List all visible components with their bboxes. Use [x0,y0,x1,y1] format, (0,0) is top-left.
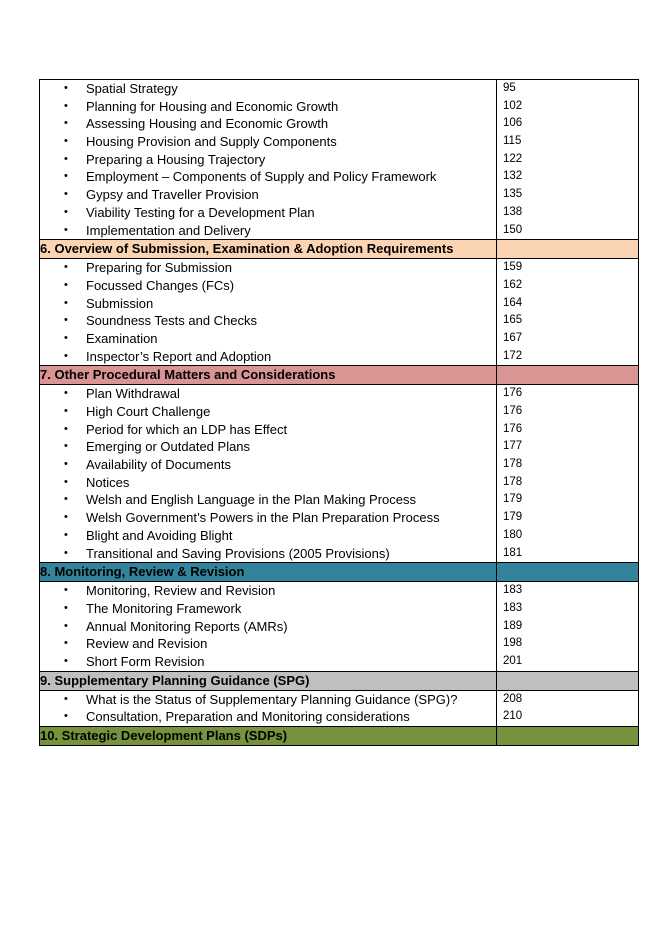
items-cell [40,259,497,366]
page-number: 95 [503,82,516,94]
bullet-icon: • [64,458,68,471]
section-heading-page-cell [497,727,639,746]
page-number: 102 [503,99,523,112]
page-number: 176 [503,405,523,417]
item-label: Short Form Revision [86,653,205,669]
item-label: Availability of Documents [86,457,231,473]
list-item [40,708,496,726]
list-item [40,618,496,636]
list-item [40,98,496,116]
section-heading-text: 10. Strategic Development Plans (SDPs) [40,728,288,743]
page-number: 180 [503,528,523,541]
page-number: 178 [503,475,523,488]
section-heading [40,727,497,746]
page-number: 201 [503,654,523,667]
bullet-icon: • [64,170,68,183]
section-heading-page-cell [497,563,639,582]
page-number-list [497,80,638,239]
list-item [40,545,496,563]
page-number: 164 [503,296,523,309]
list-item [40,295,496,313]
section-heading-row [40,240,639,259]
item-list [40,385,496,562]
list-item [40,474,496,492]
list-item [40,168,496,186]
list-item [40,421,496,439]
section-heading-page-cell [497,366,639,385]
list-item [40,403,496,421]
list-item [40,312,496,330]
page-number: 122 [503,152,523,165]
bullet-icon: • [64,296,68,309]
list-item [40,527,496,545]
bullet-icon: • [64,405,68,417]
bullet-icon: • [64,205,68,218]
item-label: Planning for Housing and Economic Growth [86,98,339,114]
items-cell [40,80,497,240]
list-item [40,277,496,295]
page-number-list [497,582,638,670]
page-number-list [497,259,638,365]
list-item [40,330,496,348]
bullet-icon: • [64,692,68,705]
item-label: Gypsy and Traveller Provision [86,187,259,203]
item-label: Annual Monitoring Reports (AMRs) [86,618,288,634]
item-label: Transitional and Saving Provisions (2005 Provisions) [86,545,390,561]
page-number: 135 [503,188,523,201]
page-number: 159 [503,261,523,274]
item-label: Employment – Components of Supply and Policy Framework [86,169,437,185]
list-item [40,204,496,222]
section-items-row [40,690,639,726]
page-number: 106 [503,117,523,130]
item-list [40,582,496,670]
item-label: Implementation and Delivery [86,222,251,238]
page-number: 183 [503,584,523,597]
page-number: 165 [503,314,523,327]
list-item [40,385,496,403]
item-label: The Monitoring Framework [86,600,242,616]
page-number: 176 [503,422,523,435]
item-list [40,80,496,239]
list-item [40,509,496,527]
item-label: Emerging or Outdated Plans [86,439,251,455]
page-number: 181 [503,546,523,559]
page-number: 178 [503,458,523,471]
items-cell [40,385,497,563]
bullet-icon: • [64,528,68,541]
list-item [40,691,496,709]
list-item [40,456,496,474]
item-list [40,259,496,365]
item-label: Inspector’s Report and Adoption [86,348,272,364]
list-item [40,259,496,277]
item-label: Plan Withdrawal [86,386,180,402]
page-number: 177 [503,440,523,453]
page-number: 172 [503,349,523,362]
bullet-icon: • [64,387,68,400]
bullet-icon: • [64,331,68,344]
pages-cell [497,80,639,240]
section-heading [40,240,497,259]
section-items-row [40,582,639,671]
page-number: 138 [503,205,523,218]
page-number: 198 [503,637,523,650]
item-label: High Court Challenge [86,404,211,419]
page-number: 167 [503,331,523,344]
section-heading-page-cell [497,671,639,690]
bullet-icon: • [64,314,68,327]
bullet-icon: • [64,349,68,362]
section-heading-page-cell [497,240,639,259]
bullet-icon: • [64,493,68,506]
bullet-icon: • [64,440,68,453]
item-label: Preparing a Housing Trajectory [86,151,266,167]
section-heading-text: 7. Other Procedural Matters and Considerations [40,367,336,383]
bullet-icon: • [64,422,68,435]
list-item [40,491,496,509]
section-items-row [40,80,639,240]
item-label: Monitoring, Review and Revision [86,583,276,599]
list-item [40,582,496,600]
bullet-icon: • [64,278,68,291]
pages-cell [497,385,639,563]
item-label: Period for which an LDP has Effect [86,421,288,437]
bullet-icon: • [64,601,68,614]
list-item [40,115,496,133]
page-number: 150 [503,223,523,236]
list-item [40,80,496,98]
item-label: Preparing for Submission [86,260,232,276]
section-heading [40,671,497,690]
bullet-icon: • [64,546,68,559]
list-item [40,222,496,240]
bullet-icon: • [64,117,68,130]
bullet-icon: • [64,619,68,632]
item-label: Focussed Changes (FCs) [86,277,235,293]
item-label: Housing Provision and Supply Components [86,134,337,150]
list-item [40,653,496,671]
bullet-icon: • [64,261,68,274]
section-heading-row [40,563,639,582]
bullet-icon: • [64,710,68,723]
bullet-icon: • [64,584,68,597]
item-label: Viability Testing for a Development Plan [86,204,315,220]
list-item [40,635,496,653]
item-list [40,691,496,726]
bullet-icon: • [64,223,68,236]
bullet-icon: • [64,135,68,148]
items-cell [40,690,497,726]
page-number: 183 [503,601,523,614]
page-number: 210 [503,710,523,723]
section-items-row [40,385,639,563]
list-item [40,151,496,169]
section-heading-row [40,366,639,385]
page-number: 115 [503,135,522,148]
list-item [40,133,496,151]
item-label: Submission [86,295,154,311]
list-item [40,348,496,366]
page-number: 189 [503,619,523,632]
item-label: Spatial Strategy [86,81,178,96]
list-item [40,600,496,618]
page-number: 179 [503,511,523,524]
page-number: 132 [503,170,523,183]
pages-cell [497,690,639,726]
page-number: 179 [503,493,523,506]
section-heading [40,366,497,385]
page-number: 176 [503,387,523,400]
page-number: 208 [503,692,523,705]
bullet-icon: • [64,188,68,201]
item-label: Assessing Housing and Economic Growth [86,116,329,132]
item-label: Blight and Avoiding Blight [86,527,233,543]
item-label: Consultation, Preparation and Monitoring considerations [86,709,410,725]
section-heading-row [40,727,639,746]
pages-cell [497,259,639,366]
bullet-icon: • [64,511,68,524]
bullet-icon: • [64,637,68,650]
section-heading-text: 8. Monitoring, Review & Revision [40,564,245,580]
item-label: Notices [86,474,130,490]
page-number-list [497,691,638,726]
item-label: Soundness Tests and Checks [86,313,258,329]
page-number-list [497,385,638,562]
section-heading-row [40,671,639,690]
section-heading [40,563,497,582]
page-number: 162 [503,278,523,291]
item-label: Welsh Government’s Powers in the Plan Preparation Process [86,510,440,526]
list-item [40,186,496,204]
item-label: What is the Status of Supplementary Planning Guidance (SPG)? [86,691,458,707]
section-heading-text: 9. Supplementary Planning Guidance (SPG) [40,672,310,688]
bullet-icon: • [64,475,68,488]
bullet-icon: • [64,82,68,94]
items-cell [40,582,497,671]
section-heading-text: 6. Overview of Submission, Examination & Adoption Requirements [40,241,454,257]
bullet-icon: • [64,99,68,112]
item-label: Examination [86,330,158,346]
list-item [40,438,496,456]
item-label: Welsh and English Language in the Plan Making Process [86,492,417,508]
section-items-row [40,259,639,366]
item-label: Review and Revision [86,636,208,652]
bullet-icon: • [64,654,68,667]
table-of-contents [39,79,639,746]
pages-cell [497,582,639,671]
bullet-icon: • [64,152,68,165]
